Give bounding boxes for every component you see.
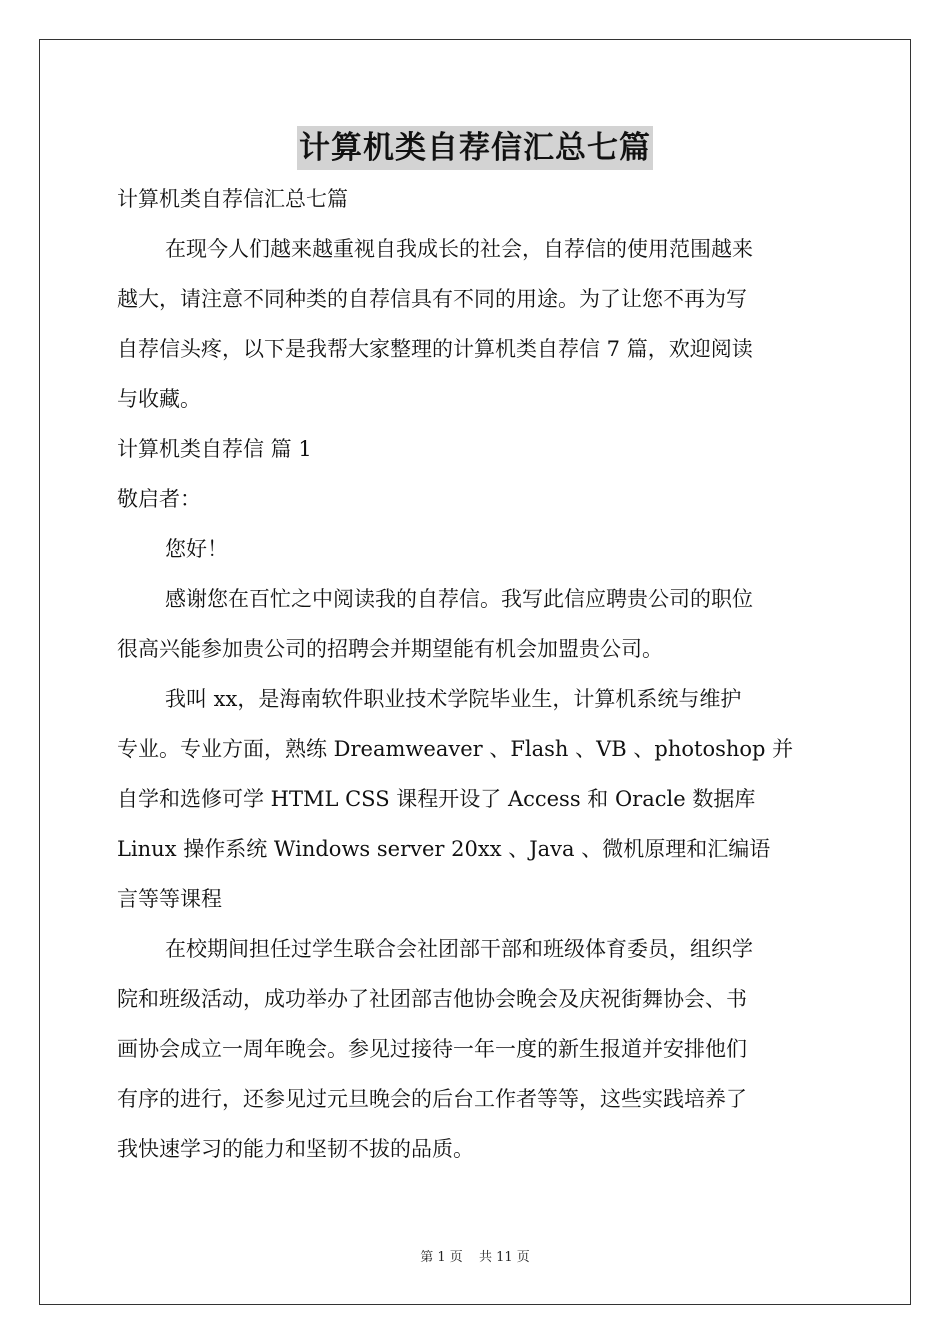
paragraph-line: Linux 操作系统 Windows server 20xx 、Java 、微机原理和汇编语	[117, 837, 771, 861]
salutation-line: 敬启者：	[117, 487, 201, 511]
paragraph-line: 我快速学习的能力和坚韧不拔的品质。	[117, 1137, 474, 1161]
section-heading: 计算机类自荐信 篇 1	[117, 437, 312, 461]
subtitle-line: 计算机类自荐信汇总七篇	[117, 187, 348, 211]
paragraph-line: 自荐信头疼，以下是我帮大家整理的计算机类自荐信 7 篇，欢迎阅读	[117, 337, 753, 361]
document-title: 计算机类自荐信汇总七篇	[297, 126, 653, 170]
paragraph-line: 画协会成立一周年晚会。参见过接待一年一度的新生报道并安排他们	[117, 1037, 747, 1061]
document-body	[117, 174, 833, 1174]
paragraph-line: 很高兴能参加贵公司的招聘会并期望能有机会加盟贵公司。	[117, 637, 663, 661]
paragraph-line: 越大，请注意不同种类的自荐信具有不同的用途。为了让您不再为写	[117, 287, 747, 311]
paragraph-line: 有序的进行，还参见过元旦晚会的后台工作者等等，这些实践培养了	[117, 1087, 747, 1111]
paragraph-line: 在现今人们越来越重视自我成长的社会，自荐信的使用范围越来	[165, 237, 753, 261]
greeting-line: 您好！	[165, 537, 228, 561]
page-number-total: 共 11 页	[478, 1250, 530, 1265]
page-number-current: 第 1 页	[420, 1250, 463, 1265]
paragraph-line: 与收藏。	[117, 387, 201, 411]
page-footer	[0, 1246, 950, 1265]
paragraph-line: 在校期间担任过学生联合会社团部干部和班级体育委员，组织学	[165, 937, 753, 961]
paragraph-line: 我叫 xx，是海南软件职业技术学院毕业生，计算机系统与维护	[165, 687, 742, 711]
paragraph-line: 院和班级活动，成功举办了社团部吉他协会晚会及庆祝街舞协会、书	[117, 987, 747, 1011]
title-container	[0, 126, 950, 170]
paragraph-line: 言等等课程	[117, 887, 222, 911]
paragraph-line: 感谢您在百忙之中阅读我的自荐信。我写此信应聘贵公司的职位	[165, 587, 753, 611]
paragraph-line: 专业。专业方面，熟练 Dreamweaver 、Flash 、VB 、photoshop 并	[117, 737, 794, 761]
paragraph-line: 自学和选修可学 HTML CSS 课程开设了 Access 和 Oracle 数据库	[117, 787, 756, 811]
